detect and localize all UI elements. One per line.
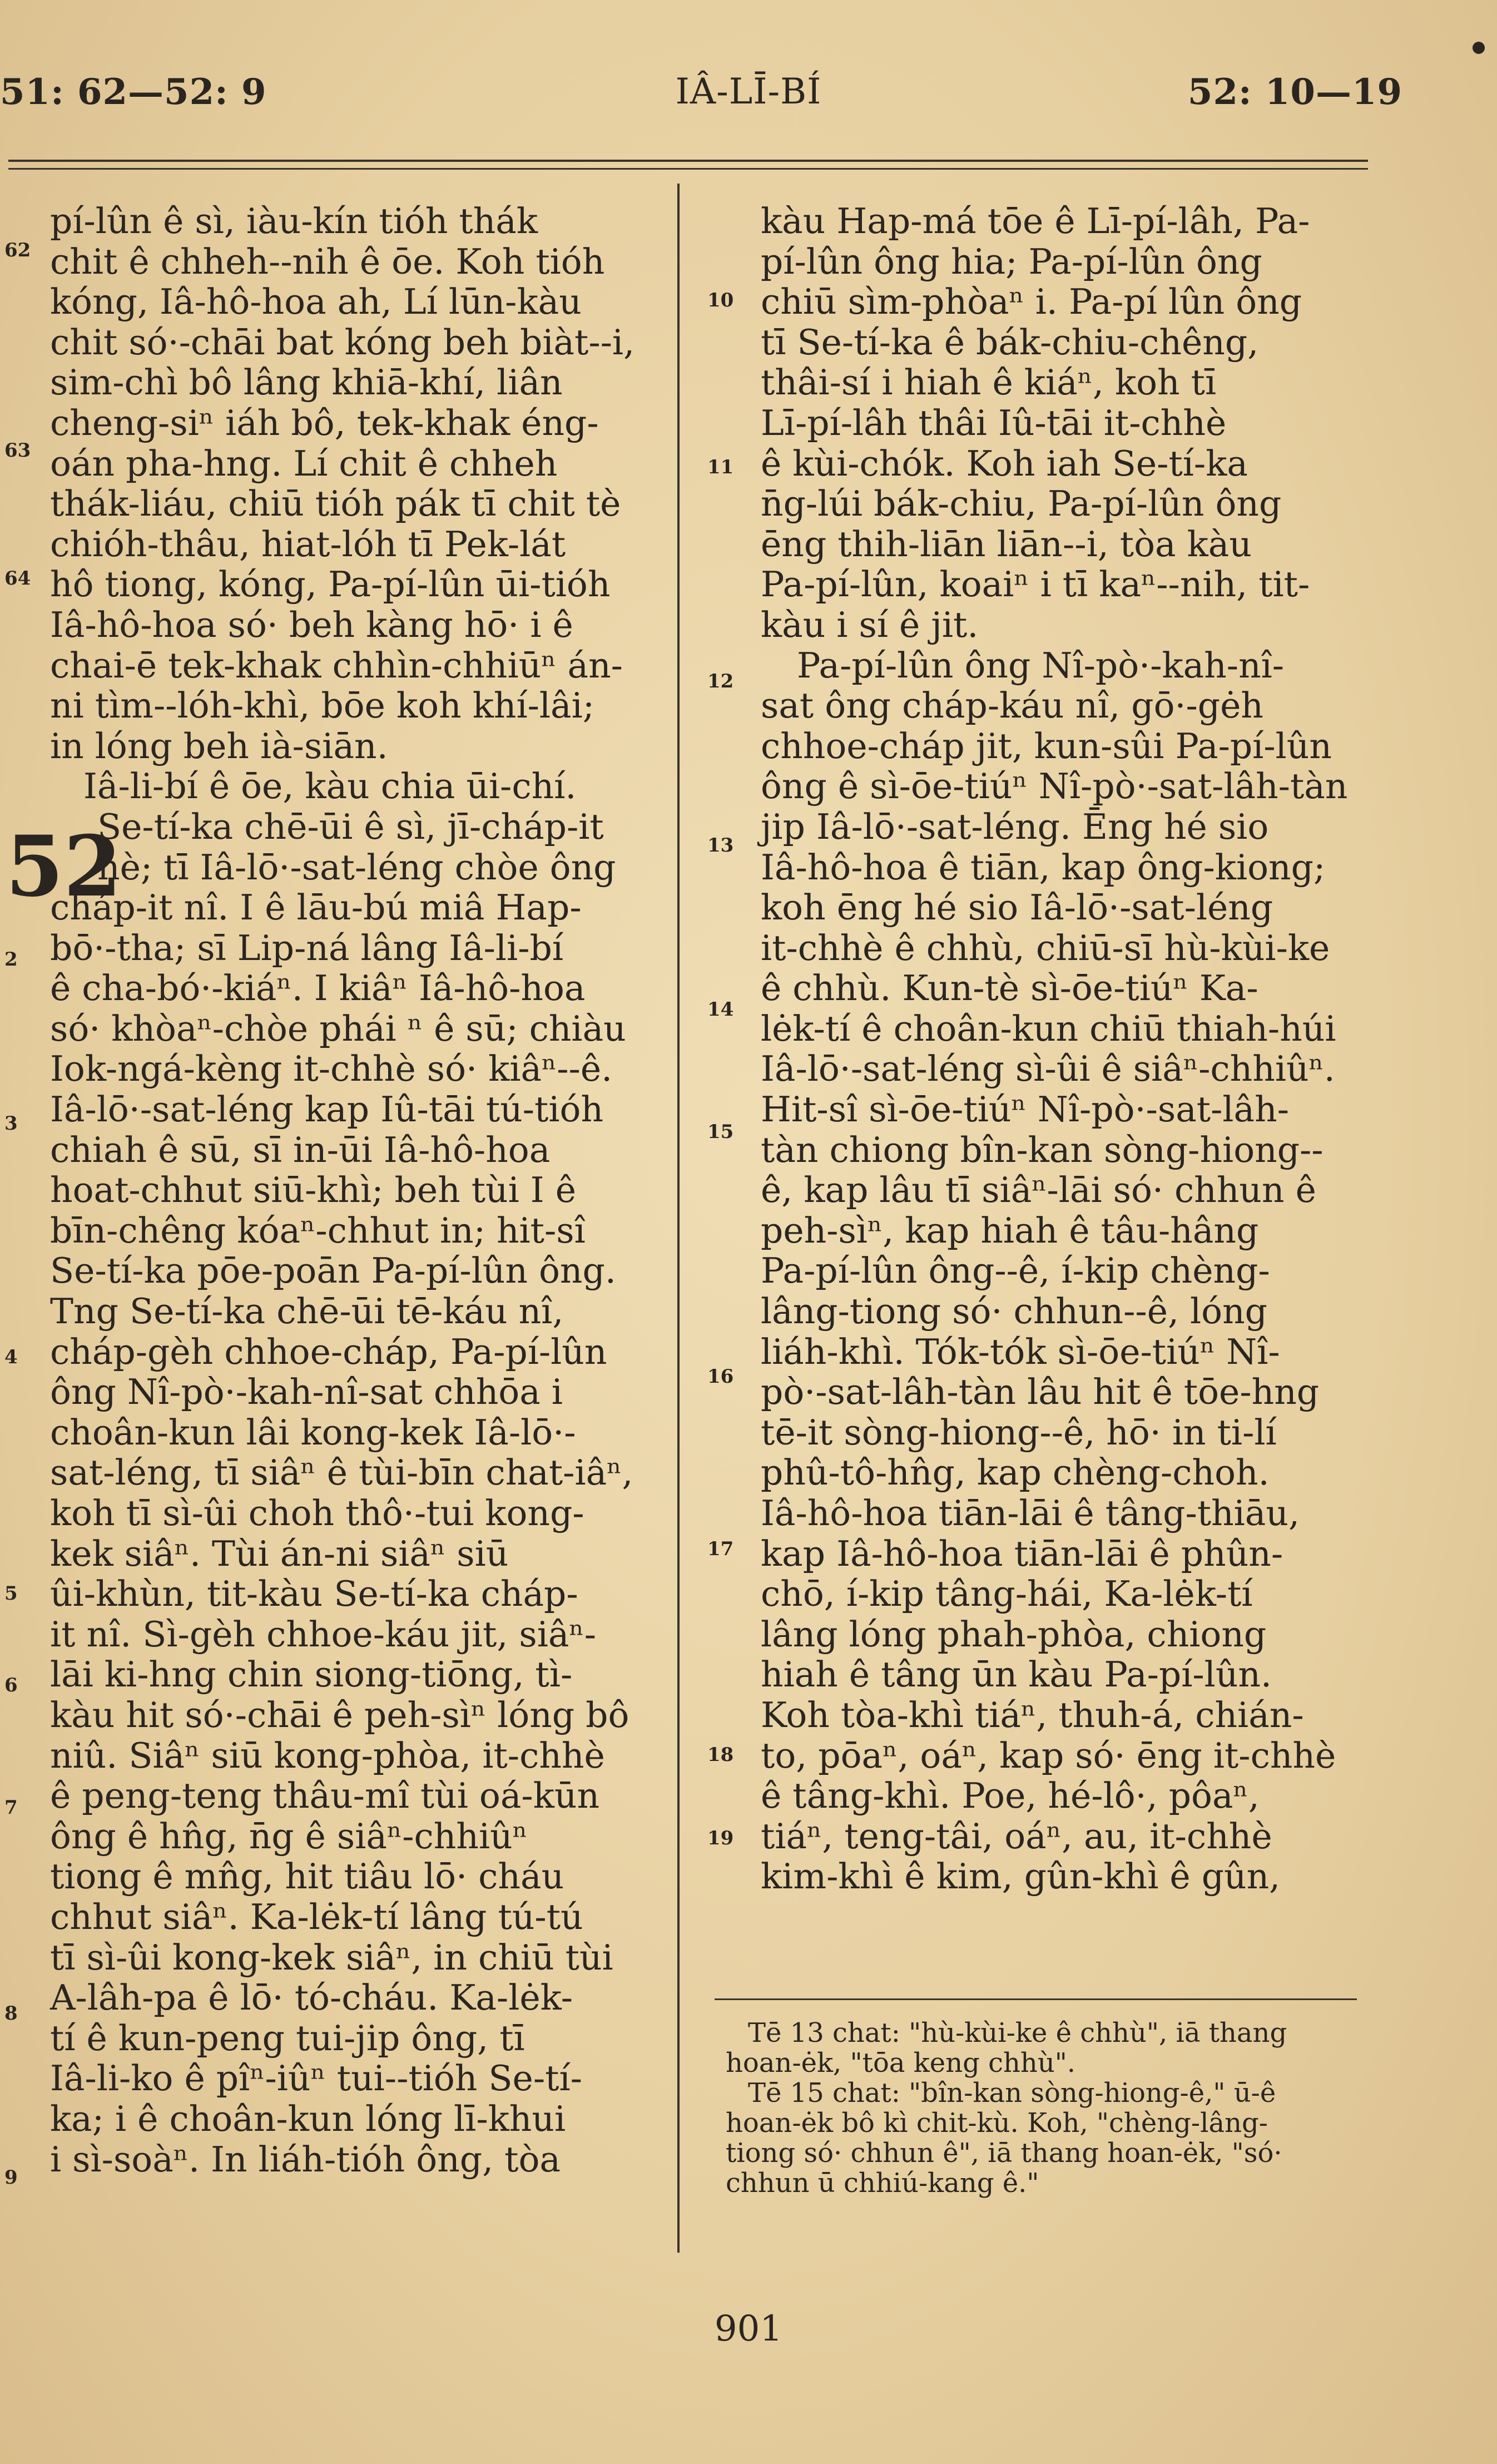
right-column-line: kap Iâ-hô-hoa tiān-lāi ê phûn-	[761, 1533, 1283, 1574]
verse-number: 4	[4, 1346, 18, 1368]
right-column-line: tē-it sòng-hiong--ê, hō· in ti-lí	[761, 1412, 1277, 1453]
right-column-line: Pa-pí-lûn, koaiⁿ i tī kaⁿ--nih, tit-	[761, 564, 1310, 605]
right-column-line: tī Se-tí-ka ê bák-chiu-chêng,	[761, 321, 1259, 363]
footnote-line: Tē 15 chat: "bîn-kan sòng-hiong-ê," ū-ê	[748, 2077, 1276, 2109]
left-column-line: ê peng-teng thâu-mî tùi oá-kūn	[50, 1775, 600, 1817]
right-column-line: lâng-tiong só· chhun--ê, lóng	[761, 1291, 1268, 1332]
right-column-line: jip Iâ-lō·-sat-léng. Ēng hé sio	[761, 806, 1269, 847]
left-column-line: tí ê kun-peng tui-jip ông, tī	[50, 2017, 525, 2059]
right-column-line: kàu i sí ê jit.	[761, 604, 979, 645]
right-column-line: Pa-pí-lûn ông--ê, í-kip chèng-	[761, 1250, 1270, 1292]
right-column-line: Iâ-hô-hoa tiān-lāi ê tâng-thiāu,	[761, 1493, 1300, 1533]
right-column-line: chiū sìm-phòaⁿ i. Pa-pí lûn ông	[761, 281, 1302, 323]
left-column-line: lāi ki-hng chin siong-tiōng, tì-	[50, 1654, 573, 1695]
footnotes	[726, 2018, 1360, 2198]
right-column-line: koh ēng hé sio Iâ-lō·-sat-léng	[761, 887, 1273, 928]
chapter-number: 52	[6, 818, 122, 916]
verse-number: 64	[4, 567, 31, 590]
left-column-line: ni tìm--lóh-khì, bōe koh khí-lâi;	[50, 685, 594, 726]
left-column-line: Se-tí-ka pōe-poān Pa-pí-lûn ông.	[50, 1250, 616, 1292]
right-column-line: Iâ-lō·-sat-léng sì-ûi ê siâⁿ-chhiûⁿ.	[761, 1048, 1335, 1090]
left-column-line: Iâ-li-ko ê pîⁿ-iûⁿ tui--tióh Se-tí-	[50, 2058, 582, 2099]
left-column-line: hô tiong, kóng, Pa-pí-lûn ūi-tióh	[50, 564, 611, 605]
right-column-line: phû-tô-hn̂g, kap chèng-choh.	[761, 1452, 1270, 1493]
left-column-line: chit só·-chāi bat kóng beh biàt--i,	[50, 321, 635, 363]
verse-number: 5	[4, 1582, 18, 1605]
left-column-line: oán pha-hng. Lí chit ê chheh	[50, 443, 558, 484]
footnote-line: hoan-ėk bô kì chit-kù. Koh, "chèng-lâng-	[726, 2107, 1268, 2139]
right-column-line: kàu Hap-má tōe ê Lī-pí-lâh, Pa-	[761, 201, 1310, 241]
left-column-line: kóng, Iâ-hô-hoa ah, Lí lūn-kàu	[50, 281, 582, 323]
page-number: 901	[714, 2308, 783, 2349]
right-column-line: Iâ-hô-hoa ê tiān, kap ông-kiong;	[761, 847, 1326, 888]
verse-number: 6	[4, 1674, 18, 1696]
verse-number: 18	[707, 1744, 734, 1766]
left-column-line: sat-léng, tī siâⁿ ê tùi-bīn chat-iâⁿ,	[50, 1452, 633, 1493]
page-edge-mark	[1473, 42, 1485, 54]
left-column-line: kek siâⁿ. Tùi án-ni siâⁿ siū	[50, 1533, 509, 1574]
left-column-line: it nî. Sì-gèh chhoe-káu jit, siâⁿ-	[50, 1614, 596, 1655]
right-column-line: thâi-sí i hiah ê kiáⁿ, koh tī	[761, 362, 1217, 403]
footnote-line: chhun ū chhiú-kang ê."	[726, 2168, 1039, 2199]
right-column-line: peh-sìⁿ, kap hiah ê tâu-hâng	[761, 1210, 1259, 1251]
left-column-line: A-lâh-pa ê lō· tó-cháu. Ka-lėk-	[50, 1977, 573, 2018]
left-column-line: niû. Siâⁿ siū kong-phòa, it-chhè	[50, 1735, 605, 1776]
left-column-line: ê cha-bó·-kiáⁿ. I kiâⁿ Iâ-hô-hoa	[50, 968, 586, 1009]
header-verse-range-right: 52: 10—19	[1187, 71, 1402, 113]
left-text-column	[50, 201, 667, 2180]
left-column-line: pí-lûn ê sì, iàu-kín tióh thák	[50, 201, 538, 241]
verse-number: 13	[707, 834, 734, 857]
right-text-column	[761, 201, 1372, 1897]
left-column-line: Iâ-li-bí ê ōe, kàu chia ūi-chí.	[83, 766, 577, 807]
right-column-line: ê tâng-khì. Poe, hé-lô·, pôaⁿ,	[761, 1775, 1260, 1817]
left-column-line: chiah ê sū, sī in-ūi Iâ-hô-hoa	[50, 1129, 551, 1170]
footnote-line: tiong só· chhun ê", iā thang hoan-ėk, "só·	[726, 2138, 1282, 2169]
verse-number: 2	[4, 948, 18, 971]
left-column-line: tiong ê mn̂g, hit tiâu lō· cháu	[50, 1856, 564, 1897]
left-column-line: chit ê chheh--nih ê ōe. Koh tióh	[50, 241, 605, 282]
verse-number: 17	[707, 1538, 734, 1560]
left-column-line: cháp-it nî. I ê lāu-bú miâ Hap-	[50, 887, 582, 928]
right-column-line: Pa-pí-lûn ông Nî-pò·-kah-nî-	[797, 645, 1285, 686]
left-column-line: bīn-chêng kóaⁿ-chhut in; hit-sî	[50, 1210, 586, 1251]
header-rule-bottom	[8, 168, 1368, 170]
left-column-line: Iâ-hô-hoa só· beh kàng hō· i ê	[50, 604, 573, 645]
verse-number: 15	[707, 1121, 734, 1143]
left-column-line: i sì-soàⁿ. In liáh-tióh ông, tòa	[50, 2139, 561, 2180]
left-column-line: hoat-chhut siū-khì; beh tùi I ê	[50, 1170, 576, 1211]
header-rule-top	[8, 160, 1368, 162]
verse-number: 3	[4, 1112, 18, 1135]
footnote-rule	[715, 1998, 1357, 2000]
right-column-line: liáh-khì. Tók-tók sì-ōe-tiúⁿ Nî-	[761, 1331, 1280, 1372]
left-column-line: só· khòaⁿ-chòe phái ⁿ ê sū; chiàu	[50, 1008, 626, 1049]
verse-number: 63	[4, 439, 31, 462]
left-column-line: Se-tí-ka chē-ūi ê sì, jī-cháp-it	[97, 806, 604, 847]
footnote-line: hoan-ėk, "tōa keng chhù".	[726, 2047, 1076, 2079]
right-column-line: chhoe-cháp jit, kun-sûi Pa-pí-lûn	[761, 725, 1332, 766]
verse-number: 16	[707, 1365, 734, 1388]
right-column-line: hiah ê tâng ūn kàu Pa-pí-lûn.	[761, 1654, 1272, 1695]
header-verse-range-left: 51: 62—52: 9	[0, 71, 267, 113]
left-column-line: thák-liáu, chiū tióh pák tī chit tè	[50, 483, 621, 525]
left-column-line: ông ê hn̂g, n̄g ê siâⁿ-chhiûⁿ	[50, 1815, 528, 1857]
left-column-line: kàu hit só·-chāi ê peh-sìⁿ lóng bô	[50, 1694, 629, 1735]
verse-number: 9	[4, 2166, 18, 2189]
right-column-line: to, pōaⁿ, oáⁿ, kap só· ēng it-chhè	[761, 1735, 1336, 1776]
left-column-line: ka; i ê choân-kun lóng lī-khui	[50, 2098, 566, 2139]
left-column-line: koh tī sì-ûi choh thô·-tui kong-	[50, 1493, 584, 1533]
right-column-line: chō, í-kip tâng-hái, Ka-lėk-tí	[761, 1574, 1253, 1615]
left-column-line: Iok-ngá-kèng it-chhè só· kiâⁿ--ê.	[50, 1048, 613, 1090]
verse-number: 12	[707, 670, 734, 692]
left-column-line: hè; tī Iâ-lō·-sat-léng chòe ông	[97, 847, 616, 888]
running-header	[0, 71, 1497, 132]
left-column-line: chai-ē tek-khak chhìn-chhiūⁿ án-	[50, 645, 623, 686]
right-column-line: kim-khì ê kim, gûn-khì ê gûn,	[761, 1856, 1281, 1897]
right-column-line: it-chhè ê chhù, chiū-sī hù-kùi-ke	[761, 927, 1330, 968]
left-column-line: Iâ-lō·-sat-léng kap Iû-tāi tú-tióh	[50, 1089, 604, 1130]
verse-number: 14	[707, 998, 734, 1021]
left-column-line: ûi-khùn, tit-kàu Se-tí-ka cháp-	[50, 1574, 578, 1615]
right-column-line: ê kùi-chók. Koh iah Se-tí-ka	[761, 443, 1248, 484]
verse-number: 7	[4, 1797, 18, 1819]
left-column-line: chióh-thâu, hiat-lóh tī Pek-lát	[50, 523, 566, 565]
header-book-title: IÂ-LĪ-BÍ	[675, 71, 822, 112]
verse-number: 8	[4, 2002, 18, 2025]
right-column-line: ông ê sì-ōe-tiúⁿ Nî-pò·-sat-lâh-tàn	[761, 766, 1348, 807]
left-column-line: cheng-siⁿ iáh bô, tek-khak éng-	[50, 402, 599, 443]
verse-number: 19	[707, 1827, 734, 1849]
left-column-line: choân-kun lâi kong-kek Iâ-lō·-	[50, 1412, 576, 1453]
right-column-line: n̄g-lúi bák-chiu, Pa-pí-lûn ông	[761, 483, 1282, 525]
right-column-line: ê chhù. Kun-tè sì-ōe-tiúⁿ Ka-	[761, 968, 1258, 1009]
column-divider	[677, 184, 680, 2253]
right-column-line: Hit-sî sì-ōe-tiúⁿ Nî-pò·-sat-lâh-	[761, 1089, 1289, 1130]
left-column-line: Tng Se-tí-ka chē-ūi tē-káu nî,	[50, 1291, 564, 1332]
right-column-line: tiáⁿ, teng-tâi, oáⁿ, au, it-chhè	[761, 1815, 1272, 1857]
left-column-line: chhut siâⁿ. Ka-lėk-tí lâng tú-tú	[50, 1896, 583, 1937]
right-column-line: ê, kap lâu tī siâⁿ-lāi só· chhun ê	[761, 1170, 1316, 1211]
verse-number: 10	[707, 289, 734, 311]
right-column-line: sat ông cháp-káu nî, gō·-gėh	[761, 685, 1263, 726]
left-column-line: ông Nî-pò·-kah-nî-sat chhōa i	[50, 1372, 563, 1413]
right-column-line: pò·-sat-lâh-tàn lâu hit ê tōe-hng	[761, 1372, 1320, 1413]
right-column-line: Lī-pí-lâh thâi Iû-tāi it-chhè	[761, 402, 1227, 443]
right-column-line: tàn chiong bîn-kan sòng-hiong--	[761, 1129, 1323, 1170]
left-column-line: in lóng beh ià-siān.	[50, 725, 388, 766]
right-column-line: Koh tòa-khì tiáⁿ, thuh-á, chián-	[761, 1694, 1304, 1735]
verse-number: 62	[4, 239, 31, 261]
footnote-line: Tē 13 chat: "hù-kùi-ke ê chhù", iā thang	[748, 2017, 1287, 2049]
left-column-line: sim-chì bô lâng khiā-khí, liân	[50, 362, 563, 403]
right-column-line: lâng lóng phah-phòa, chiong	[761, 1614, 1267, 1655]
right-column-line: pí-lûn ông hia; Pa-pí-lûn ông	[761, 241, 1262, 282]
right-column-line: lėk-tí ê choân-kun chiū thiah-húi	[761, 1008, 1336, 1049]
left-column-line: bō·-tha; sī Lip-ná lâng Iâ-li-bí	[50, 927, 563, 968]
right-column-line: ēng thih-liān liān--i, tòa kàu	[761, 523, 1252, 565]
left-column-line: cháp-gèh chhoe-cháp, Pa-pí-lûn	[50, 1331, 607, 1372]
verse-number: 11	[707, 456, 734, 478]
left-column-line: tī sì-ûi kong-kek siâⁿ, in chiū tùi	[50, 1937, 613, 1978]
